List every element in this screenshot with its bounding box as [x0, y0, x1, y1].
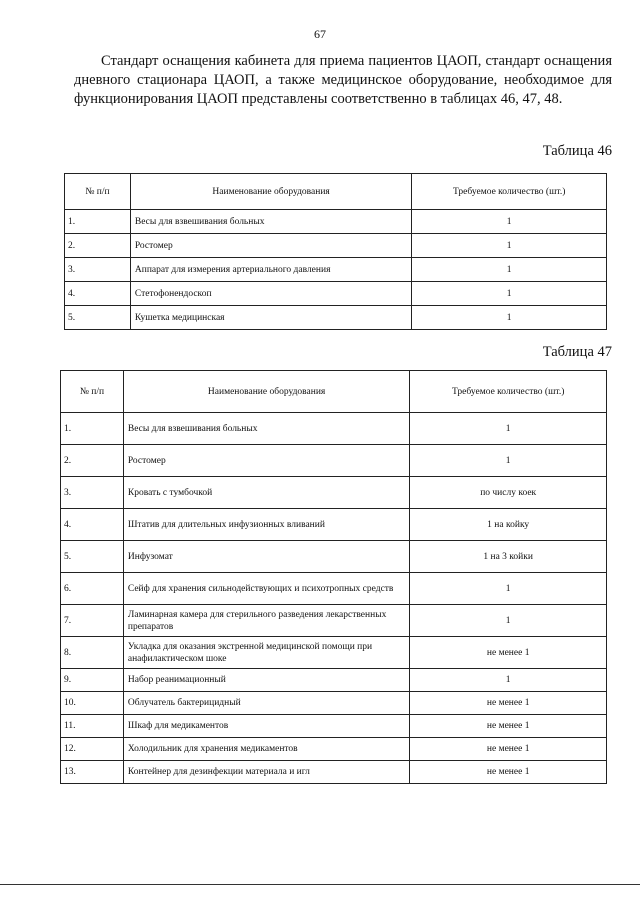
table-row — [61, 605, 607, 637]
equipment-name: Стетофонендоскоп — [130, 282, 411, 306]
row-number: 3. — [65, 258, 131, 282]
required-quantity: не менее 1 — [410, 738, 607, 761]
equipment-name: Ростомер — [130, 234, 411, 258]
table-row — [61, 541, 607, 573]
required-quantity: не менее 1 — [410, 761, 607, 784]
row-number: 8. — [61, 637, 124, 669]
equipment-name: Набор реанимационный — [123, 669, 409, 692]
required-quantity: 1 — [410, 573, 607, 605]
table-row — [61, 573, 607, 605]
row-number: 9. — [61, 669, 124, 692]
equipment-name: Инфузомат — [123, 541, 409, 573]
row-number: 12. — [61, 738, 124, 761]
required-quantity: 1 — [412, 306, 607, 330]
row-number: 13. — [61, 761, 124, 784]
row-number: 2. — [61, 445, 124, 477]
required-quantity: 1 на койку — [410, 509, 607, 541]
equipment-name: Сейф для хранения сильнодействующих и психотропных средств — [123, 573, 409, 605]
required-quantity: не менее 1 — [410, 637, 607, 669]
equipment-table-47 — [60, 370, 607, 784]
required-quantity: 1 — [412, 234, 607, 258]
table-row — [61, 692, 607, 715]
table-header-row — [65, 174, 607, 210]
table-row — [61, 637, 607, 669]
required-quantity: не менее 1 — [410, 715, 607, 738]
row-number: 10. — [61, 692, 124, 715]
equipment-name: Шкаф для медикаментов — [123, 715, 409, 738]
row-number: 5. — [61, 541, 124, 573]
column-header-quantity: Требуемое количество (шт.) — [412, 174, 607, 210]
row-number: 11. — [61, 715, 124, 738]
page-number: 67 — [314, 27, 326, 41]
column-header-number: № п/п — [65, 174, 131, 210]
row-number: 7. — [61, 605, 124, 637]
required-quantity: 1 — [410, 669, 607, 692]
table-row — [65, 210, 607, 234]
row-number: 2. — [65, 234, 131, 258]
equipment-name: Аппарат для измерения артериального давления — [130, 258, 411, 282]
table-row — [65, 306, 607, 330]
table-row — [65, 234, 607, 258]
row-number: 5. — [65, 306, 131, 330]
equipment-name: Штатив для длительных инфузионных вливаний — [123, 509, 409, 541]
required-quantity: 1 — [410, 445, 607, 477]
required-quantity: не менее 1 — [410, 692, 607, 715]
equipment-table-46 — [64, 173, 607, 330]
equipment-name: Весы для взвешивания больных — [123, 413, 409, 445]
required-quantity: 1 — [412, 282, 607, 306]
table-row — [61, 715, 607, 738]
table-row — [61, 738, 607, 761]
column-header-quantity: Требуемое количество (шт.) — [410, 371, 607, 413]
column-header-name: Наименование оборудования — [130, 174, 411, 210]
required-quantity: 1 на 3 койки — [410, 541, 607, 573]
equipment-name: Контейнер для дезинфекции материала и игл — [123, 761, 409, 784]
intro-paragraph: Стандарт оснащения кабинета для приема пациентов ЦАОП, стандарт оснащения дневного стационара ЦАОП, а также медицинское оборудование, необходимое для функционирования ЦАОП представлены соответственно в таблицах 46, 47, 48. — [74, 53, 612, 107]
required-quantity: по числу коек — [410, 477, 607, 509]
column-header-name: Наименование оборудования — [123, 371, 409, 413]
table-row — [61, 413, 607, 445]
required-quantity: 1 — [410, 605, 607, 637]
table-46-caption: Таблица 46 — [542, 143, 612, 159]
row-number: 1. — [65, 210, 131, 234]
required-quantity: 1 — [410, 413, 607, 445]
table-row — [61, 669, 607, 692]
row-number: 3. — [61, 477, 124, 509]
column-header-number: № п/п — [61, 371, 124, 413]
equipment-name: Облучатель бактерицидный — [123, 692, 409, 715]
table-row — [61, 761, 607, 784]
equipment-name: Ламинарная камера для стерильного разведения лекарственных препаратов — [123, 605, 409, 637]
table-row — [65, 258, 607, 282]
row-number: 4. — [65, 282, 131, 306]
table-header-row — [61, 371, 607, 413]
table-row — [65, 282, 607, 306]
equipment-name: Кровать с тумбочкой — [123, 477, 409, 509]
required-quantity: 1 — [412, 258, 607, 282]
table-47-caption: Таблица 47 — [542, 344, 612, 360]
equipment-name: Укладка для оказания экстренной медицинской помощи при анафилактическом шоке — [123, 637, 409, 669]
page-bottom-divider — [0, 884, 640, 885]
required-quantity: 1 — [412, 210, 607, 234]
table-row — [61, 477, 607, 509]
row-number: 6. — [61, 573, 124, 605]
equipment-name: Кушетка медицинская — [130, 306, 411, 330]
table-row — [61, 445, 607, 477]
equipment-name: Ростомер — [123, 445, 409, 477]
row-number: 4. — [61, 509, 124, 541]
equipment-name: Холодильник для хранения медикаментов — [123, 738, 409, 761]
table-row — [61, 509, 607, 541]
equipment-name: Весы для взвешивания больных — [130, 210, 411, 234]
row-number: 1. — [61, 413, 124, 445]
